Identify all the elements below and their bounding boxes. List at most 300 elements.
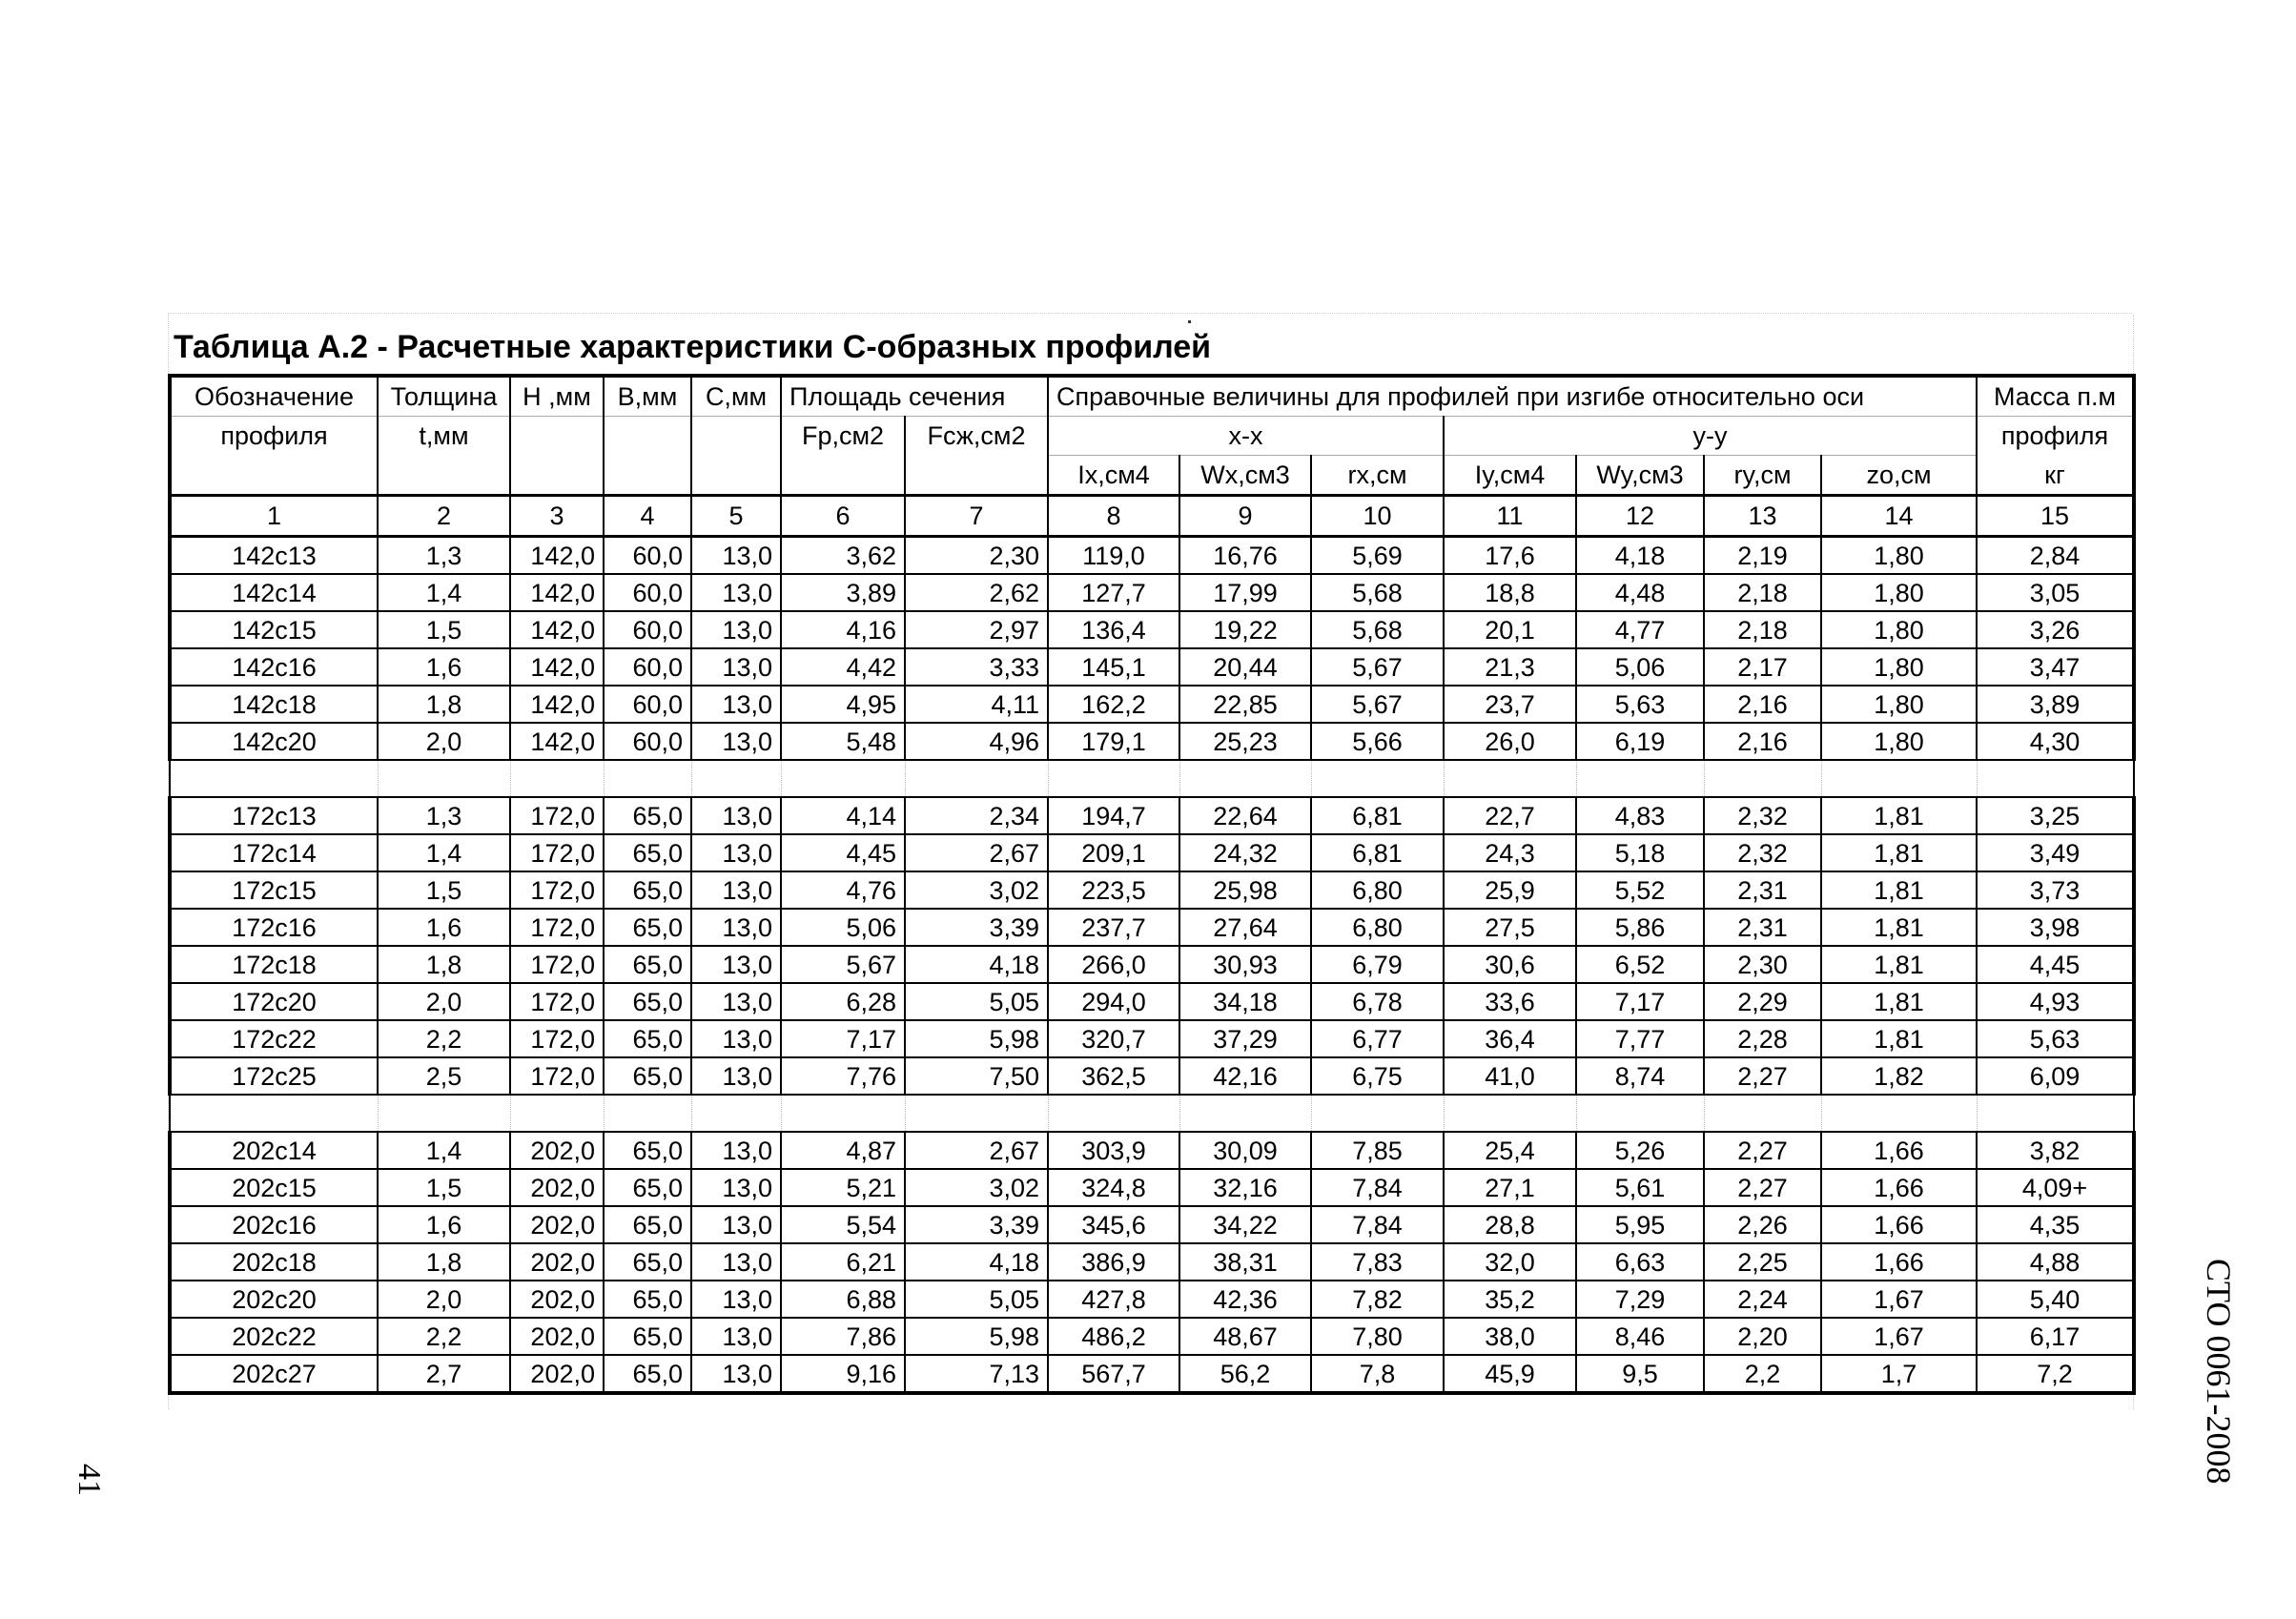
header-mass: Масса п.м bbox=[1977, 376, 2134, 417]
empty-cell bbox=[1704, 1095, 1821, 1132]
cell-designation: 142с16 bbox=[170, 648, 378, 686]
empty-cell bbox=[691, 1095, 781, 1132]
column-number: 7 bbox=[905, 496, 1048, 537]
cell-ix: 294,0 bbox=[1048, 983, 1179, 1020]
header-thickness-blank bbox=[378, 456, 510, 496]
column-number: 2 bbox=[378, 496, 510, 537]
cell-mass: 4,93 bbox=[1977, 983, 2134, 1020]
empty-cell bbox=[1048, 760, 1179, 797]
header-c-blank-2 bbox=[691, 456, 781, 496]
table-row bbox=[170, 648, 2134, 686]
cell-iy: 41,0 bbox=[1444, 1057, 1576, 1095]
header-thickness-2: t,мм bbox=[378, 417, 510, 456]
cell-fp: 4,16 bbox=[781, 611, 905, 648]
cell-b: 65,0 bbox=[604, 1318, 691, 1355]
table-row bbox=[170, 1355, 2134, 1393]
cell-mass: 3,98 bbox=[1977, 909, 2134, 946]
cell-b: 60,0 bbox=[604, 648, 691, 686]
cell-designation: 172с13 bbox=[170, 797, 378, 834]
cell-designation: 142с20 bbox=[170, 723, 378, 760]
column-numbers-row bbox=[170, 496, 2134, 537]
cell-wx: 38,31 bbox=[1179, 1243, 1311, 1281]
cell-wx: 48,67 bbox=[1179, 1318, 1311, 1355]
cell-h: 142,0 bbox=[510, 537, 604, 575]
header-thickness: Толщина bbox=[378, 376, 510, 417]
cell-zo: 1,66 bbox=[1821, 1132, 1977, 1169]
cell-iy: 28,8 bbox=[1444, 1206, 1576, 1243]
cell-mass: 4,30 bbox=[1977, 723, 2134, 760]
cell-fp: 7,86 bbox=[781, 1318, 905, 1355]
cell-ix: 486,2 bbox=[1048, 1318, 1179, 1355]
cell-rx: 6,81 bbox=[1311, 797, 1444, 834]
table-row bbox=[170, 1318, 2134, 1355]
cell-mass: 3,26 bbox=[1977, 611, 2134, 648]
empty-cell bbox=[1977, 1095, 2134, 1132]
cell-wx: 30,93 bbox=[1179, 946, 1311, 983]
cell-wy: 7,29 bbox=[1576, 1281, 1704, 1318]
cell-iy: 26,0 bbox=[1444, 723, 1576, 760]
cell-fp: 7,76 bbox=[781, 1057, 905, 1095]
header-fszh: Fсж,см2 bbox=[905, 417, 1048, 496]
empty-cell bbox=[1444, 1095, 1576, 1132]
empty-cell bbox=[604, 1095, 691, 1132]
cell-wx: 30,09 bbox=[1179, 1132, 1311, 1169]
cell-fp: 3,89 bbox=[781, 574, 905, 611]
cell-designation: 172с16 bbox=[170, 909, 378, 946]
cell-wy: 8,74 bbox=[1576, 1057, 1704, 1095]
cell-b: 60,0 bbox=[604, 574, 691, 611]
table-row bbox=[170, 871, 2134, 909]
cell-mass: 6,09 bbox=[1977, 1057, 2134, 1095]
cell-wx: 42,36 bbox=[1179, 1281, 1311, 1318]
cell-iy: 33,6 bbox=[1444, 983, 1576, 1020]
cell-thickness: 1,5 bbox=[378, 611, 510, 648]
cell-h: 142,0 bbox=[510, 574, 604, 611]
cell-fp: 3,62 bbox=[781, 537, 905, 575]
table-row bbox=[170, 1206, 2134, 1243]
cell-designation: 202с22 bbox=[170, 1318, 378, 1355]
cell-c: 13,0 bbox=[691, 574, 781, 611]
cell-mass: 3,89 bbox=[1977, 686, 2134, 723]
profiles-table-container bbox=[168, 374, 2132, 1395]
cell-ry: 2,20 bbox=[1704, 1318, 1821, 1355]
cell-c: 13,0 bbox=[691, 648, 781, 686]
cell-designation: 142с14 bbox=[170, 574, 378, 611]
table-row bbox=[170, 1057, 2134, 1095]
group-separator-row bbox=[170, 1095, 2134, 1132]
cell-b: 65,0 bbox=[604, 1206, 691, 1243]
cell-wx: 19,22 bbox=[1179, 611, 1311, 648]
cell-c: 13,0 bbox=[691, 1206, 781, 1243]
table-row bbox=[170, 611, 2134, 648]
cell-thickness: 2,7 bbox=[378, 1355, 510, 1393]
cell-wx: 32,16 bbox=[1179, 1169, 1311, 1206]
cell-thickness: 1,8 bbox=[378, 1243, 510, 1281]
cell-wy: 5,61 bbox=[1576, 1169, 1704, 1206]
cell-b: 65,0 bbox=[604, 1020, 691, 1057]
empty-cell bbox=[1311, 760, 1444, 797]
cell-iy: 32,0 bbox=[1444, 1243, 1576, 1281]
cell-rx: 5,66 bbox=[1311, 723, 1444, 760]
cell-zo: 1,81 bbox=[1821, 834, 1977, 871]
cell-rx: 6,80 bbox=[1311, 909, 1444, 946]
cell-fszh: 3,02 bbox=[905, 871, 1048, 909]
cell-b: 65,0 bbox=[604, 1355, 691, 1393]
cell-wx: 17,99 bbox=[1179, 574, 1311, 611]
cell-c: 13,0 bbox=[691, 611, 781, 648]
empty-cell bbox=[1576, 760, 1704, 797]
cell-c: 13,0 bbox=[691, 797, 781, 834]
table-row bbox=[170, 537, 2134, 575]
cell-designation: 202с15 bbox=[170, 1169, 378, 1206]
cell-wy: 4,48 bbox=[1576, 574, 1704, 611]
cell-thickness: 2,0 bbox=[378, 723, 510, 760]
cell-b: 65,0 bbox=[604, 1057, 691, 1095]
cell-ry: 2,27 bbox=[1704, 1057, 1821, 1095]
cell-fp: 5,06 bbox=[781, 909, 905, 946]
cell-ix: 237,7 bbox=[1048, 909, 1179, 946]
cell-wy: 5,86 bbox=[1576, 909, 1704, 946]
cell-c: 13,0 bbox=[691, 723, 781, 760]
cell-wy: 5,18 bbox=[1576, 834, 1704, 871]
table-header bbox=[170, 376, 2134, 537]
cell-b: 65,0 bbox=[604, 946, 691, 983]
cell-rx: 7,84 bbox=[1311, 1206, 1444, 1243]
table-row bbox=[170, 946, 2134, 983]
empty-cell bbox=[1311, 1095, 1444, 1132]
cell-ry: 2,24 bbox=[1704, 1281, 1821, 1318]
cell-b: 60,0 bbox=[604, 537, 691, 575]
cell-thickness: 2,2 bbox=[378, 1020, 510, 1057]
empty-cell bbox=[1179, 760, 1311, 797]
cell-wx: 16,76 bbox=[1179, 537, 1311, 575]
document-code: СТО 0061-2008 bbox=[2200, 1259, 2238, 1485]
cell-b: 65,0 bbox=[604, 909, 691, 946]
cell-h: 172,0 bbox=[510, 946, 604, 983]
empty-cell bbox=[1444, 760, 1576, 797]
header-designation: Обозначение bbox=[170, 376, 378, 417]
cell-rx: 5,68 bbox=[1311, 574, 1444, 611]
cell-c: 13,0 bbox=[691, 537, 781, 575]
cell-wx: 25,23 bbox=[1179, 723, 1311, 760]
group-separator-row bbox=[170, 760, 2134, 797]
header-c: С,мм bbox=[691, 376, 781, 417]
cell-wy: 6,63 bbox=[1576, 1243, 1704, 1281]
header-ry: ry,см bbox=[1704, 456, 1821, 496]
cell-ix: 324,8 bbox=[1048, 1169, 1179, 1206]
cell-iy: 25,9 bbox=[1444, 871, 1576, 909]
cell-ix: 119,0 bbox=[1048, 537, 1179, 575]
cell-designation: 172с14 bbox=[170, 834, 378, 871]
cell-wx: 25,98 bbox=[1179, 871, 1311, 909]
cell-h: 172,0 bbox=[510, 834, 604, 871]
header-mass-2: профиля bbox=[1977, 417, 2134, 456]
cell-designation: 202с14 bbox=[170, 1132, 378, 1169]
cell-fp: 4,14 bbox=[781, 797, 905, 834]
header-designation-2: профиля bbox=[170, 417, 378, 456]
header-wx: Wx,см3 bbox=[1179, 456, 1311, 496]
cell-designation: 172с22 bbox=[170, 1020, 378, 1057]
cell-fszh: 2,67 bbox=[905, 834, 1048, 871]
cell-ix: 127,7 bbox=[1048, 574, 1179, 611]
cell-c: 13,0 bbox=[691, 983, 781, 1020]
cell-ry: 2,32 bbox=[1704, 797, 1821, 834]
cell-fszh: 3,39 bbox=[905, 909, 1048, 946]
empty-cell bbox=[1821, 1095, 1977, 1132]
cell-wy: 7,17 bbox=[1576, 983, 1704, 1020]
cell-ix: 320,7 bbox=[1048, 1020, 1179, 1057]
cell-ix: 362,5 bbox=[1048, 1057, 1179, 1095]
cell-wx: 22,64 bbox=[1179, 797, 1311, 834]
cell-iy: 36,4 bbox=[1444, 1020, 1576, 1057]
header-zo: zo,см bbox=[1821, 456, 1977, 496]
header-h-blank-2 bbox=[510, 456, 604, 496]
cell-rx: 5,67 bbox=[1311, 648, 1444, 686]
header-mass-3: кг bbox=[1977, 456, 2134, 496]
cell-wx: 34,22 bbox=[1179, 1206, 1311, 1243]
cell-mass: 4,09+ bbox=[1977, 1169, 2134, 1206]
column-number: 14 bbox=[1821, 496, 1977, 537]
column-number: 10 bbox=[1311, 496, 1444, 537]
table-row bbox=[170, 909, 2134, 946]
cell-fp: 6,88 bbox=[781, 1281, 905, 1318]
cell-b: 65,0 bbox=[604, 1281, 691, 1318]
empty-cell bbox=[1977, 760, 2134, 797]
cell-c: 13,0 bbox=[691, 686, 781, 723]
header-axis-y: y-y bbox=[1444, 417, 1977, 456]
cell-ry: 2,16 bbox=[1704, 686, 1821, 723]
cell-c: 13,0 bbox=[691, 1281, 781, 1318]
cell-wx: 37,29 bbox=[1179, 1020, 1311, 1057]
cell-mass: 3,49 bbox=[1977, 834, 2134, 871]
table-row bbox=[170, 723, 2134, 760]
header-designation-blank bbox=[170, 456, 378, 496]
column-number: 8 bbox=[1048, 496, 1179, 537]
cell-fp: 4,95 bbox=[781, 686, 905, 723]
cell-thickness: 2,5 bbox=[378, 1057, 510, 1095]
header-iy: Iy,см4 bbox=[1444, 456, 1576, 496]
cell-fszh: 3,02 bbox=[905, 1169, 1048, 1206]
cell-wy: 5,95 bbox=[1576, 1206, 1704, 1243]
cell-rx: 6,81 bbox=[1311, 834, 1444, 871]
cell-ix: 427,8 bbox=[1048, 1281, 1179, 1318]
cell-h: 142,0 bbox=[510, 686, 604, 723]
cell-wx: 34,18 bbox=[1179, 983, 1311, 1020]
profiles-table bbox=[168, 374, 2136, 1395]
table-row bbox=[170, 983, 2134, 1020]
empty-cell bbox=[905, 760, 1048, 797]
cell-zo: 1,66 bbox=[1821, 1206, 1977, 1243]
cell-thickness: 1,5 bbox=[378, 1169, 510, 1206]
cell-fszh: 2,62 bbox=[905, 574, 1048, 611]
empty-cell bbox=[378, 760, 510, 797]
cell-ry: 2,32 bbox=[1704, 834, 1821, 871]
table-row bbox=[170, 686, 2134, 723]
cell-wy: 5,52 bbox=[1576, 871, 1704, 909]
cell-zo: 1,80 bbox=[1821, 686, 1977, 723]
cell-zo: 1,81 bbox=[1821, 909, 1977, 946]
cell-thickness: 1,6 bbox=[378, 1206, 510, 1243]
cell-thickness: 1,6 bbox=[378, 909, 510, 946]
cell-ix: 209,1 bbox=[1048, 834, 1179, 871]
cell-iy: 23,7 bbox=[1444, 686, 1576, 723]
table-row bbox=[170, 1281, 2134, 1318]
header-reference: Справочные величины для профилей при изгибе относительно оси bbox=[1048, 376, 1977, 417]
page-title: Таблица А.2 - Расчетные характеристики С-образных профилей bbox=[174, 329, 1212, 365]
cell-zo: 1,80 bbox=[1821, 723, 1977, 760]
cell-c: 13,0 bbox=[691, 1355, 781, 1393]
cell-designation: 202с27 bbox=[170, 1355, 378, 1393]
cell-zo: 1,81 bbox=[1821, 797, 1977, 834]
empty-cell bbox=[905, 1095, 1048, 1132]
header-axis-x: x-x bbox=[1048, 417, 1444, 456]
cell-iy: 22,7 bbox=[1444, 797, 1576, 834]
empty-cell bbox=[1048, 1095, 1179, 1132]
cell-mass: 7,2 bbox=[1977, 1355, 2134, 1393]
cell-ry: 2,25 bbox=[1704, 1243, 1821, 1281]
cell-wy: 5,06 bbox=[1576, 648, 1704, 686]
cell-rx: 7,84 bbox=[1311, 1169, 1444, 1206]
cell-designation: 202с16 bbox=[170, 1206, 378, 1243]
cell-thickness: 1,6 bbox=[378, 648, 510, 686]
cell-c: 13,0 bbox=[691, 909, 781, 946]
cell-ix: 162,2 bbox=[1048, 686, 1179, 723]
cell-fszh: 5,05 bbox=[905, 983, 1048, 1020]
header-c-blank bbox=[691, 417, 781, 456]
cell-ix: 266,0 bbox=[1048, 946, 1179, 983]
cell-rx: 5,69 bbox=[1311, 537, 1444, 575]
cell-ry: 2,2 bbox=[1704, 1355, 1821, 1393]
cell-thickness: 1,3 bbox=[378, 537, 510, 575]
cell-h: 202,0 bbox=[510, 1206, 604, 1243]
cell-thickness: 1,4 bbox=[378, 834, 510, 871]
cell-ix: 194,7 bbox=[1048, 797, 1179, 834]
cell-mass: 3,73 bbox=[1977, 871, 2134, 909]
cell-rx: 6,75 bbox=[1311, 1057, 1444, 1095]
cell-h: 202,0 bbox=[510, 1243, 604, 1281]
cell-thickness: 1,8 bbox=[378, 946, 510, 983]
empty-cell bbox=[510, 1095, 604, 1132]
header-fp: Fр,см2 bbox=[781, 417, 905, 496]
empty-cell bbox=[1576, 1095, 1704, 1132]
cell-thickness: 1,4 bbox=[378, 1132, 510, 1169]
cell-mass: 4,35 bbox=[1977, 1206, 2134, 1243]
cell-zo: 1,80 bbox=[1821, 648, 1977, 686]
cell-ry: 2,27 bbox=[1704, 1132, 1821, 1169]
empty-cell bbox=[170, 760, 378, 797]
empty-cell bbox=[691, 760, 781, 797]
cell-wy: 8,46 bbox=[1576, 1318, 1704, 1355]
cell-ry: 2,29 bbox=[1704, 983, 1821, 1020]
cell-mass: 3,82 bbox=[1977, 1132, 2134, 1169]
column-number: 3 bbox=[510, 496, 604, 537]
cell-ry: 2,31 bbox=[1704, 871, 1821, 909]
empty-cell bbox=[170, 1095, 378, 1132]
cell-h: 202,0 bbox=[510, 1132, 604, 1169]
cell-ry: 2,28 bbox=[1704, 1020, 1821, 1057]
cell-c: 13,0 bbox=[691, 1020, 781, 1057]
cell-designation: 142с13 bbox=[170, 537, 378, 575]
cell-fp: 5,21 bbox=[781, 1169, 905, 1206]
cell-fp: 4,42 bbox=[781, 648, 905, 686]
cell-iy: 45,9 bbox=[1444, 1355, 1576, 1393]
cell-designation: 172с25 bbox=[170, 1057, 378, 1095]
cell-rx: 7,8 bbox=[1311, 1355, 1444, 1393]
cell-rx: 6,79 bbox=[1311, 946, 1444, 983]
cell-zo: 1,67 bbox=[1821, 1318, 1977, 1355]
cell-ry: 2,18 bbox=[1704, 574, 1821, 611]
cell-thickness: 1,5 bbox=[378, 871, 510, 909]
cell-zo: 1,81 bbox=[1821, 1020, 1977, 1057]
cell-mass: 3,47 bbox=[1977, 648, 2134, 686]
empty-cell bbox=[781, 760, 905, 797]
cell-fp: 5,54 bbox=[781, 1206, 905, 1243]
table-row bbox=[170, 797, 2134, 834]
cell-ry: 2,17 bbox=[1704, 648, 1821, 686]
cell-rx: 6,77 bbox=[1311, 1020, 1444, 1057]
cell-fszh: 2,34 bbox=[905, 797, 1048, 834]
cell-designation: 172с15 bbox=[170, 871, 378, 909]
cell-iy: 27,1 bbox=[1444, 1169, 1576, 1206]
cell-designation: 142с15 bbox=[170, 611, 378, 648]
cell-h: 172,0 bbox=[510, 1020, 604, 1057]
cell-zo: 1,80 bbox=[1821, 574, 1977, 611]
cell-rx: 7,80 bbox=[1311, 1318, 1444, 1355]
header-rx: rx,см bbox=[1311, 456, 1444, 496]
cell-wx: 22,85 bbox=[1179, 686, 1311, 723]
cell-iy: 21,3 bbox=[1444, 648, 1576, 686]
table-row bbox=[170, 1020, 2134, 1057]
cell-rx: 7,85 bbox=[1311, 1132, 1444, 1169]
empty-cell bbox=[378, 1095, 510, 1132]
cell-designation: 202с20 bbox=[170, 1281, 378, 1318]
table-row bbox=[170, 1169, 2134, 1206]
cell-wx: 56,2 bbox=[1179, 1355, 1311, 1393]
header-wy: Wy,см3 bbox=[1576, 456, 1704, 496]
cell-wx: 20,44 bbox=[1179, 648, 1311, 686]
cell-iy: 35,2 bbox=[1444, 1281, 1576, 1318]
cell-wy: 6,52 bbox=[1576, 946, 1704, 983]
header-b-blank-2 bbox=[604, 456, 691, 496]
cell-ix: 345,6 bbox=[1048, 1206, 1179, 1243]
cell-ry: 2,26 bbox=[1704, 1206, 1821, 1243]
cell-fszh: 4,96 bbox=[905, 723, 1048, 760]
page-number: 41 bbox=[72, 1464, 107, 1496]
table-row bbox=[170, 834, 2134, 871]
cell-rx: 5,67 bbox=[1311, 686, 1444, 723]
header-ix: Ix,см4 bbox=[1048, 456, 1179, 496]
cell-fszh: 4,11 bbox=[905, 686, 1048, 723]
cell-thickness: 1,4 bbox=[378, 574, 510, 611]
sheet-gridline bbox=[168, 313, 2132, 314]
cell-c: 13,0 bbox=[691, 1169, 781, 1206]
cell-b: 65,0 bbox=[604, 834, 691, 871]
cell-iy: 27,5 bbox=[1444, 909, 1576, 946]
cell-thickness: 2,0 bbox=[378, 983, 510, 1020]
cell-h: 202,0 bbox=[510, 1318, 604, 1355]
cell-fszh: 2,97 bbox=[905, 611, 1048, 648]
cell-zo: 1,82 bbox=[1821, 1057, 1977, 1095]
cell-ix: 223,5 bbox=[1048, 871, 1179, 909]
cell-ry: 2,31 bbox=[1704, 909, 1821, 946]
cell-ix: 303,9 bbox=[1048, 1132, 1179, 1169]
cell-rx: 7,83 bbox=[1311, 1243, 1444, 1281]
cell-designation: 172с20 bbox=[170, 983, 378, 1020]
cell-h: 172,0 bbox=[510, 909, 604, 946]
cell-zo: 1,66 bbox=[1821, 1243, 1977, 1281]
empty-cell bbox=[510, 760, 604, 797]
cell-fszh: 2,30 bbox=[905, 537, 1048, 575]
